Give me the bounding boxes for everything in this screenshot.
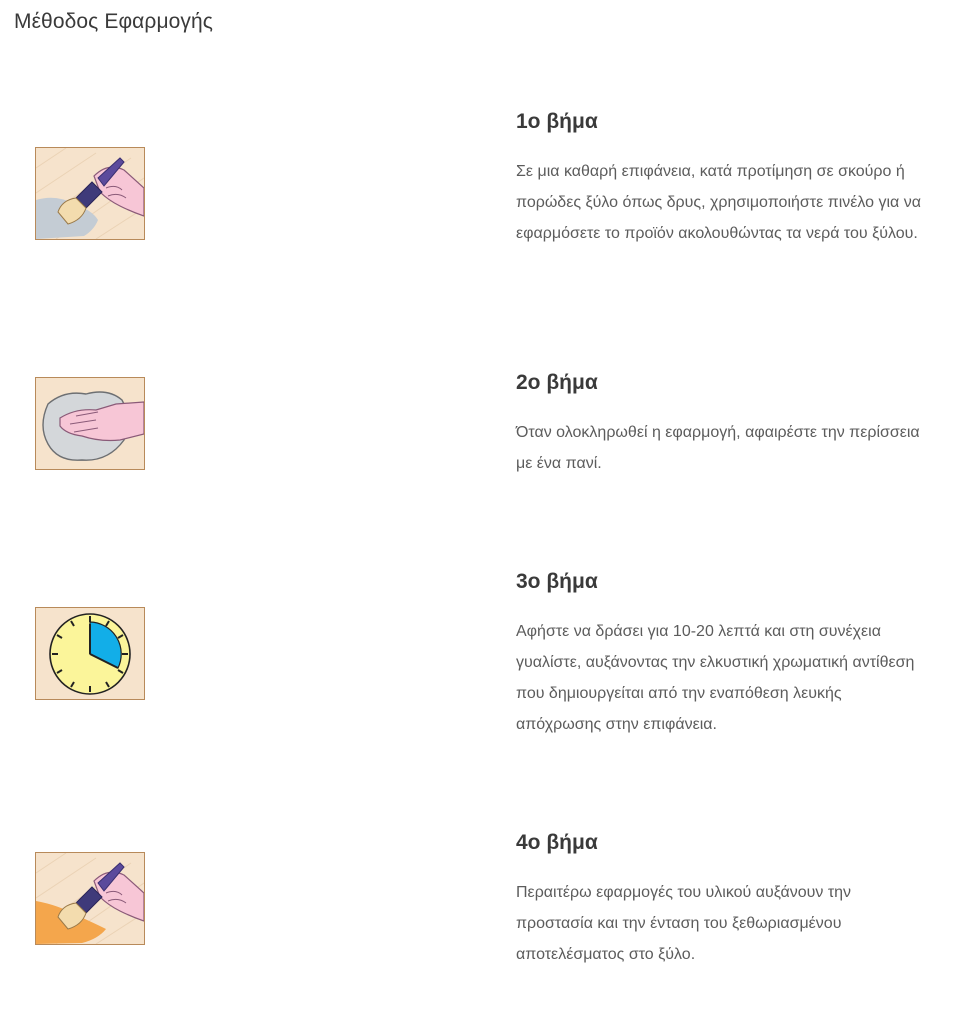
step-title: 2ο βήμα — [516, 371, 598, 394]
step-title: 4ο βήμα — [516, 831, 598, 854]
step-title: 1ο βήμα — [516, 110, 598, 133]
brush-reapply-icon — [35, 852, 145, 945]
page-title: Μέθοδος Εφαρμογής — [14, 10, 214, 33]
step-description: Αφήστε να δράσει για 10-20 λεπτά και στη συνέχεια γυαλίστε, αυξάνοντας την ελκυστική χρωματική αντίθεση που δημιουργείται από την εναπόθεση λευκής απόχρωσης στην επιφάνεια. — [516, 623, 915, 733]
step-title: 3ο βήμα — [516, 570, 598, 593]
cloth-wipe-icon — [35, 377, 145, 470]
step-description: Σε μια καθαρή επιφάνεια, κατά προτίμηση σε σκούρο ή πορώδες ξύλο όπως δρυς, χρησιμοποιήστε πινέλο για να εφαρμόσετε το προϊόν ακολουθώντας τα νερά του ξύλου. — [516, 163, 921, 242]
clock-icon — [35, 607, 145, 700]
step-description: Περαιτέρω εφαρμογές του υλικού αυξάνουν την προστασία και την ένταση του ξεθωριασμένου αποτελέσματος στο ξύλο. — [516, 884, 852, 963]
step-description: Όταν ολοκληρωθεί η εφαρμογή, αφαιρέστε την περίσσεια με ένα πανί. — [516, 424, 920, 472]
brush-apply-icon — [35, 147, 145, 240]
